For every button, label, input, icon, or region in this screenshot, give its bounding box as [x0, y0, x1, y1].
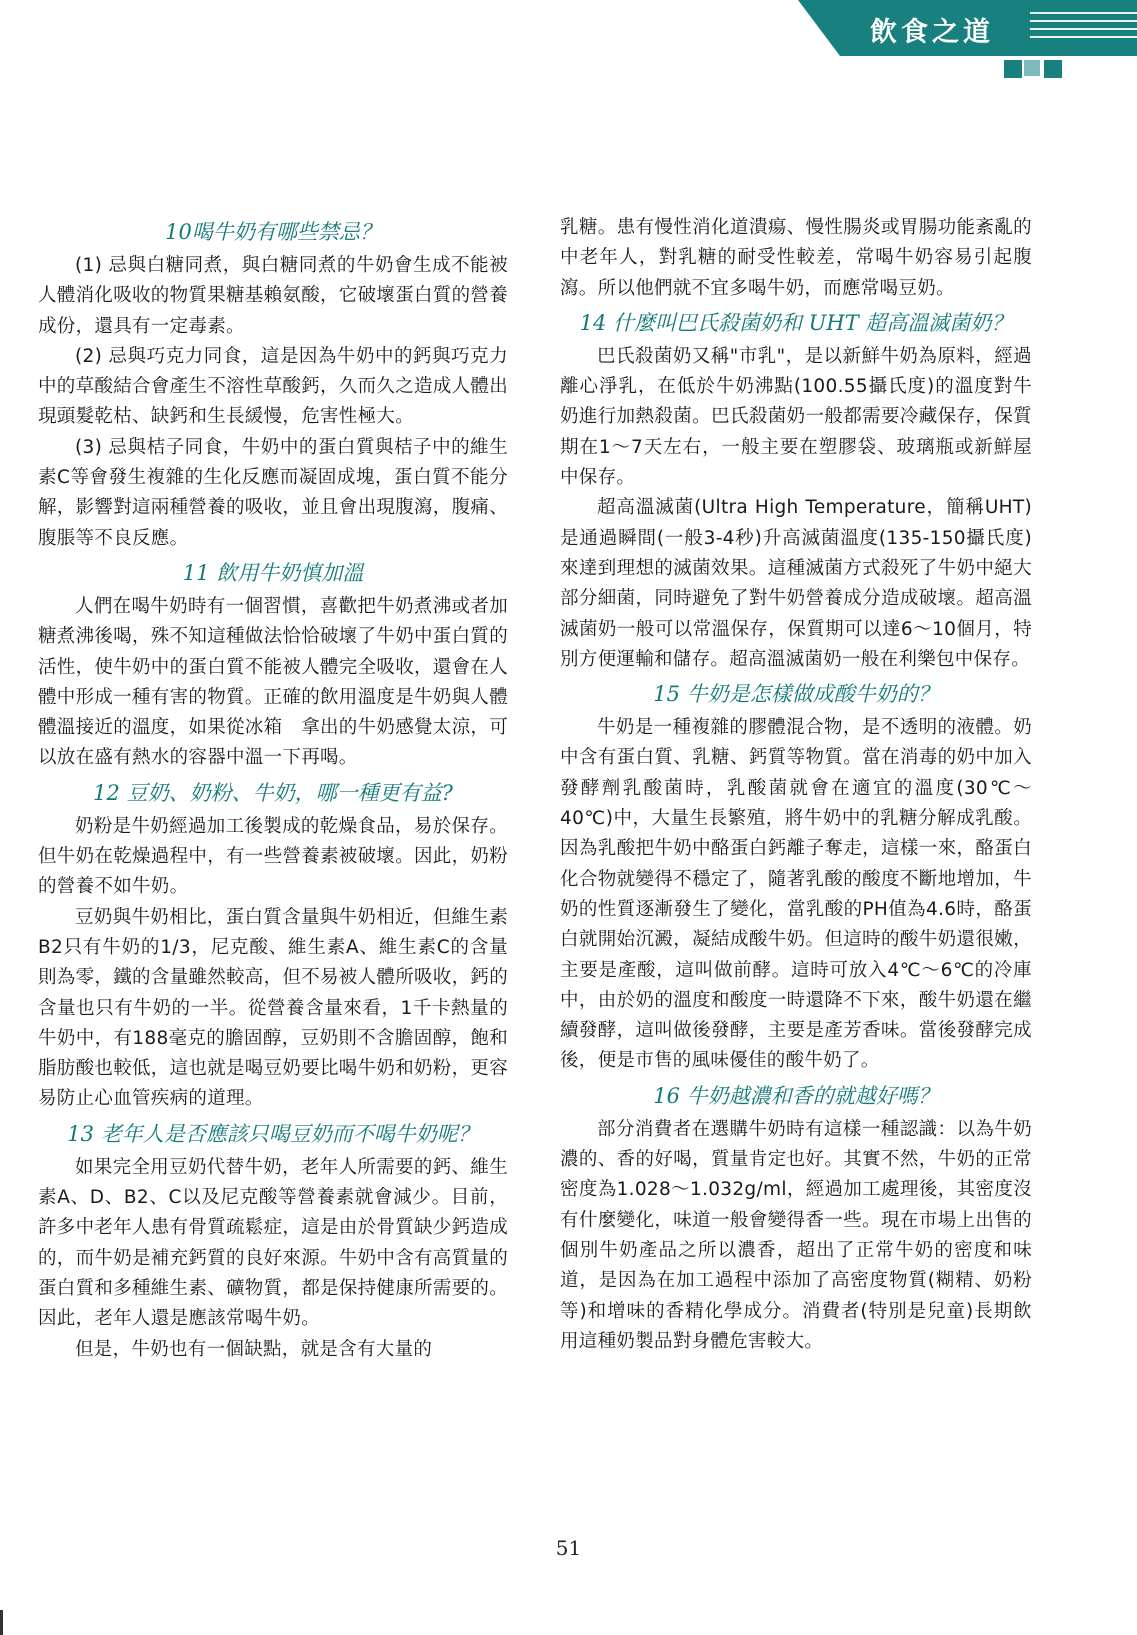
section-heading: 13 老年人是否應該只喝豆奶而不喝牛奶呢？: [67, 1121, 479, 1146]
page-number: 51: [555, 1536, 582, 1560]
paragraph: (1) 忌與白糖同煮，與白糖同煮的牛奶會生成不能被人體消化吸收的物質果糖基賴氨酸，它破壞蛋白質的營養成份，還具有一定毒素。: [38, 255, 509, 337]
section-10: [38, 213, 508, 554]
decor-square: [1024, 60, 1040, 76]
paragraph: 人們在喝牛奶時有一個習慣，喜歡把牛奶煮沸或者加糖煮沸後喝，殊不知這種做法恰恰破壞了牛奶中蛋白質的活性，使牛奶中的蛋白質不能被人體完全吸收，還會在人體中形成一種有害的物質。正確的飲用溫度是牛奶與人體體溫接近的溫度，如果從冰箱 拿出的牛奶感覺太涼，可以放在盛有熱水的容器中溫一下再喝。: [38, 595, 509, 769]
section-12: [38, 774, 508, 1115]
section-heading: 10喝牛奶有哪些禁忌？: [165, 220, 381, 244]
left-column: [38, 213, 508, 1365]
section-title: 飲食之道: [870, 17, 994, 48]
section-14: [560, 304, 1032, 675]
section-heading: 16 牛奶越濃和香的就越好嗎？: [653, 1083, 939, 1108]
paragraph: 牛奶是一種複雜的膠體混合物，是不透明的液體。奶中含有蛋白質、乳糖、鈣質等物質。當在消毒的奶中加入發酵劑乳酸菌時，乳酸菌就會在適宜的溫度(30℃～40℃)中，大量生長繁殖，將牛奶中的乳糖分解成乳酸。因為乳酸把牛奶中酪蛋白鈣離子奪走，這樣一來，酪蛋白化合物就變得不穩定了，隨著乳酸的酸度不斷地增加，牛奶的性質逐漸發生了變化，當乳酸的PH值為4.6時，酪蛋白就開始沉澱，凝結成酸牛奶。但這時的酸牛奶還很嫩，主要是產酸，這叫做前酵。這時可放入4℃～6℃的冷庫中，由於奶的溫度和酸度一時還降不下來，酸牛奶還在繼續發酵，這叫做後發酵，主要是產芳香味。當後發酵完成後，便是市售的風味優佳的酸牛奶了。: [560, 717, 1032, 1072]
decor-square: [1046, 40, 1062, 56]
decor-square: [1004, 60, 1022, 78]
section-15: [560, 675, 1032, 1077]
paragraph: 巴氏殺菌奶又稱"市乳"，是以新鮮牛奶為原料，經過離心淨乳，在低於牛奶沸點(100.55攝氏度)的溫度對牛奶進行加熱殺菌。巴氏殺菌奶一般都需要冷藏保存，保質期在1～7天左右，一般主要在塑膠袋、玻璃瓶或新鮮屋中保存。: [560, 345, 1032, 489]
decor-square: [1066, 40, 1082, 56]
section-13: [38, 1115, 508, 1365]
section-heading: 12 豆奶、奶粉、牛奶，哪一種更有益?: [93, 780, 453, 805]
paragraph: 豆奶與牛奶相比，蛋白質含量與牛奶相近，但維生素B2只有牛奶的1/3，尼克酸、維生素A、維生素C的含量則為零，鐵的含量雖然較高，但不易被人體所吸收，鈣的含量也只有牛奶的一半。從營養含量來看，1千卡熱量的牛奶中，有188毫克的膽固醇，豆奶則不含膽固醇，飽和脂肪酸也較低，這也就是喝豆奶要比喝牛奶和奶粉，更容易防止心血管疾病的道理。: [38, 906, 509, 1110]
paragraph: 但是，牛奶也有一個缺點，就是含有大量的: [75, 1338, 433, 1360]
right-column: [560, 213, 1032, 1357]
decor-square: [1026, 40, 1042, 56]
paragraph: (2) 忌與巧克力同食，這是因為牛奶中的鈣與巧克力中的草酸結合會產生不溶性草酸鈣，久而久之造成人體出現頭髮乾枯、缺鈣和生長緩慢，危害性極大。: [38, 345, 509, 428]
decor-square: [1044, 60, 1062, 78]
paragraph: 超高溫滅菌(Ultra High Temperature，簡稱UHT)是通過瞬間(一般3-4秒)升高滅菌溫度(135-150攝氏度)來達到理想的滅菌效果。這種滅菌方式殺死了牛奶中絕大部分細菌，同時避免了對牛奶營養成分造成破壞。超高溫滅菌奶一般可以常溫保存，保質期可以達6～10個月，特別方便運輸和儲存。超高溫滅菌奶一般在利樂包中保存。: [560, 497, 1032, 670]
section-heading: 14 什麼叫巴氏殺菌奶和 UHT 超高溫滅菌奶？: [579, 310, 1013, 335]
paragraph: (3) 忌與桔子同食，牛奶中的蛋白質與桔子中的維生素C等會發生複雜的生化反應而凝固成塊，蛋白質不能分解，影響對這兩種營養的吸收，並且會出現腹瀉，腹痛、腹脹等不良反應。: [38, 436, 509, 549]
section-heading: 11 飲用牛奶慎加溫: [182, 560, 364, 585]
paragraph: 如果完全用豆奶代替牛奶，老年人所需要的鈣、維生素A、D、B2、C以及尼克酸等營養素就會減少。目前，許多中老年人患有骨質疏鬆症，這是由於骨質缺少鈣造成的，而牛奶是補充鈣質的良好來源。牛奶中含有高質量的蛋白質和多種維生素、礦物質，都是保持健康所需要的。因此，老年人還是應該常喝牛奶。: [38, 1156, 509, 1330]
section-11: [38, 554, 508, 774]
paragraph-continued: 乳糖。患有慢性消化道潰瘍、慢性腸炎或胃腸功能紊亂的中老年人，對乳糖的耐受性較差，常喝牛奶容易引起腹瀉。所以他們就不宜多喝牛奶，而應常喝豆奶。: [560, 217, 1032, 299]
section-heading: 15 牛奶是怎樣做成酸牛奶的？: [653, 682, 939, 707]
paragraph: 奶粉是牛奶經過加工後製成的乾燥食品，易於保存。但牛奶在乾燥過程中，有一些營養素被破壞。因此，奶粉的營養不如牛奶。: [38, 815, 509, 898]
scan-edge-mark: [0, 1610, 3, 1635]
section-16: [560, 1077, 1032, 1357]
paragraph: 部分消費者在選購牛奶時有這樣一種認識：以為牛奶濃的、香的好喝，質量肯定也好。其實不然，牛奶的正常密度為1.028～1.032g/ml，經過加工處理後，其密度沒有什麼變化，味道一般會變得香一些。現在市場上出售的個別牛奶產品之所以濃香，超出了正常牛奶的密度和味道，是因為在加工過程中添加了高密度物質(糊精、奶粉等)和增味的香精化學成分。消費者(特別是兒童)長期飲用這種奶製品對身體危害較大。: [560, 1118, 1032, 1352]
